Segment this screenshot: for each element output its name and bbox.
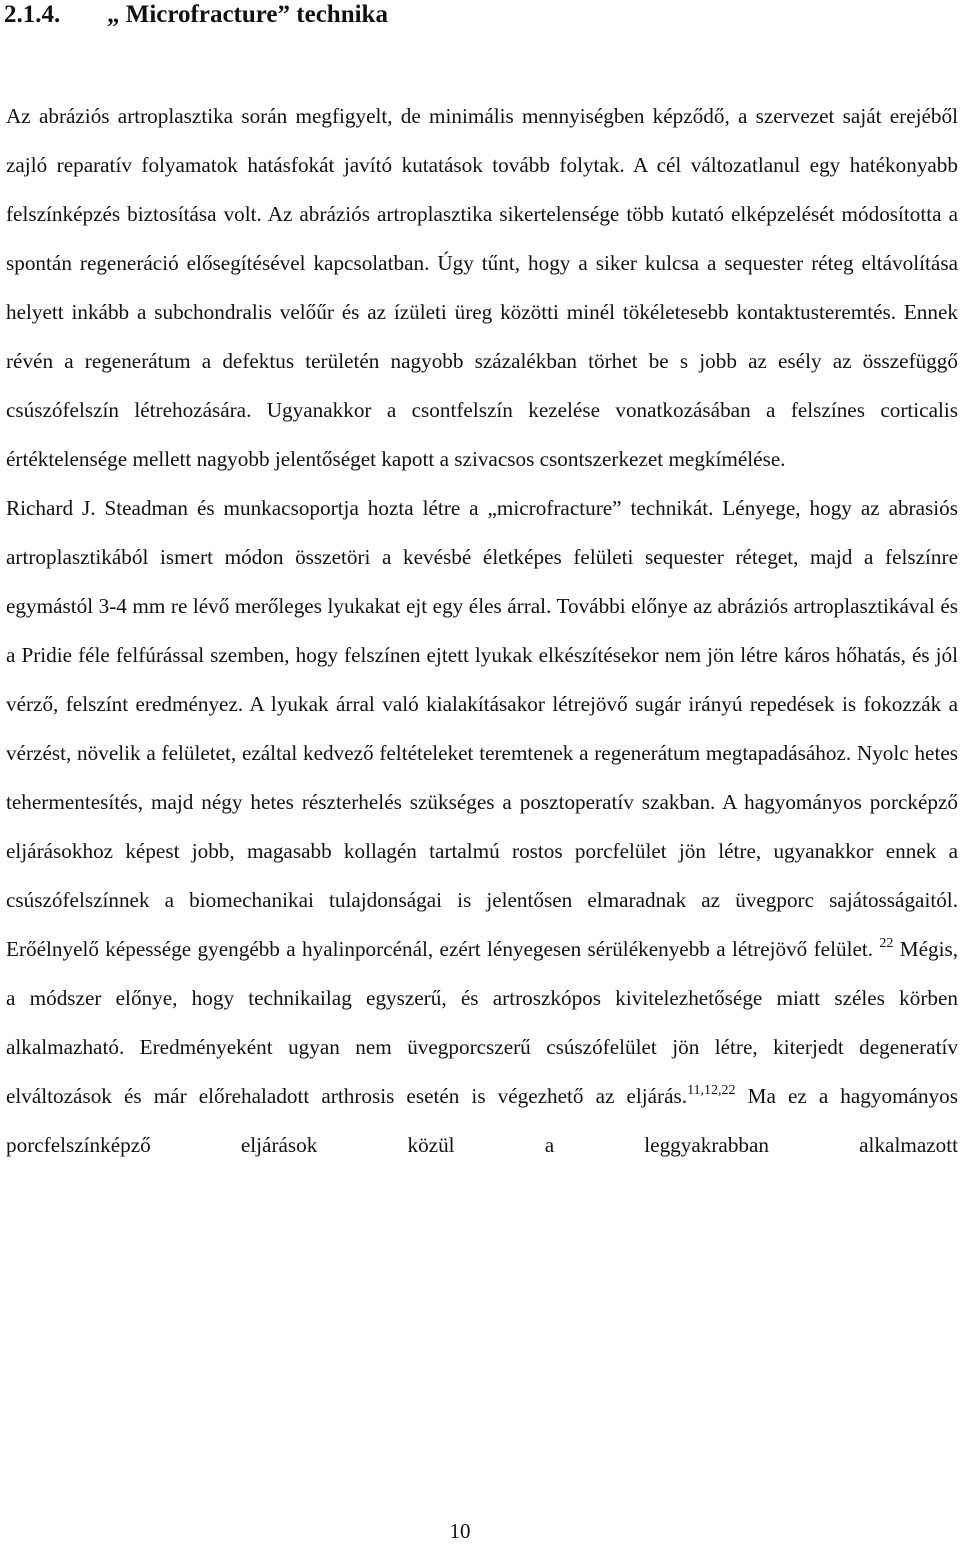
section-heading — [4, 0, 388, 30]
citation-ref-1: 22 — [879, 936, 894, 951]
paragraph-2-part-3: Ma ez a hagyományos porcfelszínképző eljárások közül a leggyakrabban alkalmazott — [6, 1084, 958, 1157]
paragraph-2 — [6, 484, 958, 1170]
paragraph-2-part-2: Mégis, a módszer előnye, hogy technikailag egyszerű, és artroszkópos kivitelezhetősége miatt széles körben alkalmazható. Eredményeként ugyan nem üvegporcszerű csúszófelület jön létre, kiterjedt degeneratív elváltozások és már előrehaladott arthrosis esetén is végezhető az eljárás. — [6, 937, 959, 1108]
section-title: „ Microfracture” technika — [107, 1, 388, 28]
citation-ref-2: 11,12,22 — [687, 1083, 736, 1098]
paragraph-1: Az abráziós artroplasztika során megfigyelt, de minimális mennyiségben képződő, a szervezet saját erejéből zajló reparatív folyamatok hatásfokát javító kutatások tovább folytak. A cél változatlanul egy hatékonyabb felszínképzés biztosítása volt. Az abráziós artroplasztika sikertelensége több kutató elképzelését módosította a spontán regeneráció elősegítésével kapcsolatban. Úgy tűnt, hogy a siker kulcsa a sequester réteg eltávolítása helyett inkább a subchondralis velőűr és az ízületi üreg közötti minél tökéletesebb kontaktusteremtés. Ennek révén a regenerátum a defektus területén nagyobb százalékban törhet be s jobb az esély az összefüggő csúszófelszín létrehozására. Ugyanakkor a csontfelszín kezelése vonatkozásában a felszínes corticalis értéktelensége mellett nagyobb jelentőséget kapott a szivacsos csontszerkezet megkímélése. — [6, 104, 958, 471]
paragraph-2-part-1: Richard J. Steadman és munkacsoportja hozta létre a „microfracture” technikát. Lényege, hogy az abrasiós artroplasztikából ismert módon összetöri a kevésbé életképes felületi sequester réteget, majd a felszínre egymástól 3-4 mm re lévő merőleges lyukakat ejt egy éles árral. További előnye az abráziós artroplasztikával és a Pridie féle felfúrással szemben, hogy felszínen ejtett lyukak elkészítésekor nem jön létre káros hőhatás, és jól vérző, felszínt eredményez. A lyukak árral való kialakításakor létrejövő sugár irányú repedések is fokozzák a vérzést, növelik a felületet, ezáltal kedvező feltételeket teremtenek a regenerátum megtapadásához. Nyolc hetes tehermentesítés, majd négy hetes részterhelés szükséges a posztoperatív szakban. A hagyományos porcképző eljárásokhoz képest jobb, magasabb kollagén tartalmú rostos porcfelület jön létre, ugyanakkor ennek a csúszófelszínnek a biomechanikai tulajdonságai is jelentősen elmaradnak az üvegporc sajátosságaitól. Erőélnyelő képessége gyengébb a hyalinporcénál, ezért lényegesen sérülékenyebb a létrejövő felület. — [6, 496, 958, 961]
page-number: 10 — [449, 1519, 471, 1543]
body-text — [6, 92, 958, 1170]
section-number: 2.1.4. — [4, 1, 61, 28]
